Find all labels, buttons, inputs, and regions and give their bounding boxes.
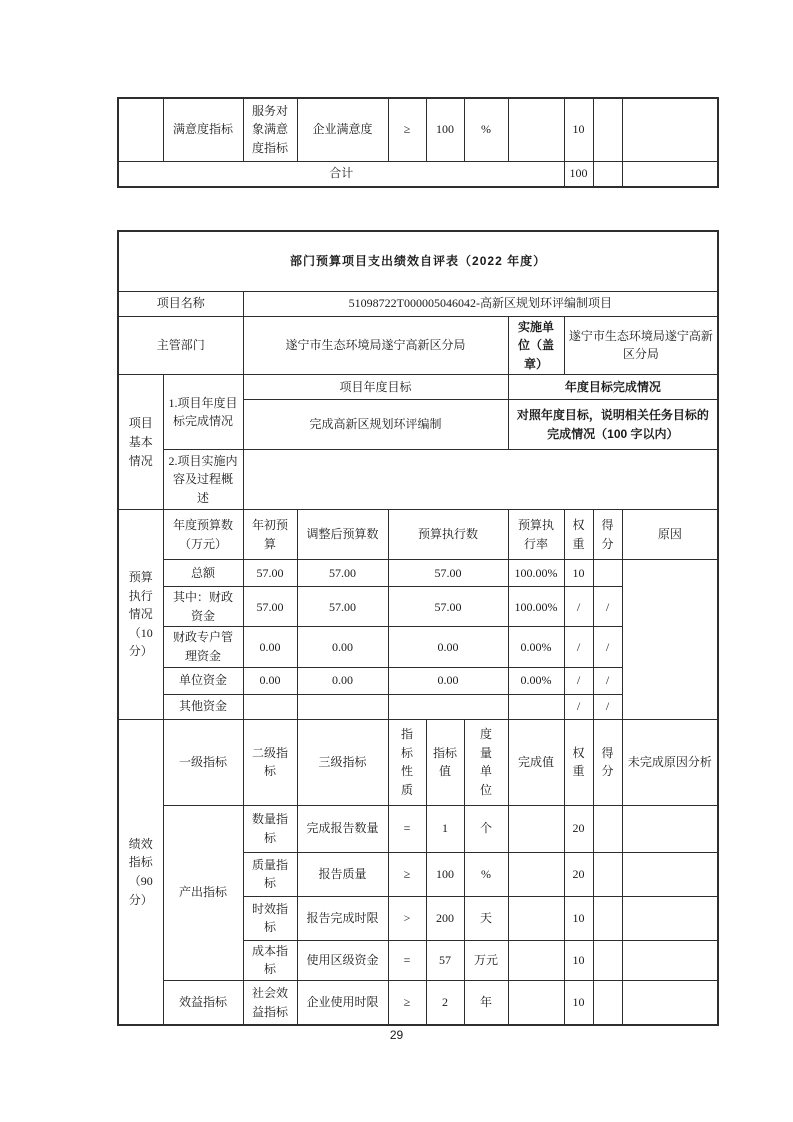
- perf-header-level2: 二级指标: [243, 719, 297, 805]
- perf-header-unit-text: 度量单位: [479, 726, 492, 797]
- budget-adjusted-cell: 0.00: [297, 667, 388, 694]
- budget-adjusted-cell: [297, 694, 388, 719]
- annual-goal-header: 项目年度目标: [243, 375, 508, 400]
- goal-completion-value: 对照年度目标，说明相关任务目标的完成情况（100 字以内）: [508, 400, 718, 450]
- reason-cell: [622, 98, 718, 161]
- budget-header-executed: 预算执行数: [388, 510, 508, 560]
- perf-level2-cell: 时效指标: [243, 896, 297, 940]
- budget-rate-cell: [508, 694, 564, 719]
- report-title: 部门预算项目支出绩效自评表（2022 年度）: [118, 231, 718, 291]
- budget-header-weight: 权重: [564, 510, 593, 560]
- perf-level3-cell: 使用区级资金: [297, 940, 388, 980]
- annual-goal-value: 完成高新区规划环评编制: [243, 400, 508, 450]
- perf-done-cell: [508, 896, 564, 940]
- perf-header-level3: 三级指标: [297, 719, 388, 805]
- perf-reason-cell: [622, 896, 718, 940]
- budget-initial-cell: 57.00: [243, 560, 297, 587]
- perf-score-cell: [593, 980, 622, 1025]
- perf-nature-cell: >: [388, 896, 426, 940]
- performance-section-label: [118, 719, 163, 1025]
- perf-level3-cell: 企业使用时限: [297, 980, 388, 1025]
- budget-score-cell: [593, 560, 622, 587]
- perf-header-weight: 权重: [564, 719, 593, 805]
- implementation-overview-value: [243, 450, 718, 510]
- perf-unit-cell: 天: [464, 896, 508, 940]
- perf-header-unit: [464, 719, 508, 805]
- perf-target-cell: 200: [426, 896, 464, 940]
- perf-level1-cell: 效益指标: [163, 980, 243, 1025]
- perf-done-cell: [508, 980, 564, 1025]
- perf-weight-cell: 10: [564, 896, 593, 940]
- perf-unit-cell: 个: [464, 805, 508, 852]
- perf-level3-cell: 报告质量: [297, 852, 388, 896]
- perf-row-quantity: [118, 805, 718, 852]
- indicator-unit-cell: %: [464, 98, 508, 161]
- budget-adjusted-cell: 57.00: [297, 587, 388, 627]
- project-name-value: 51098722T000005046042-高新区规划环评编制项目: [243, 291, 718, 316]
- budget-score-cell: /: [593, 587, 622, 627]
- budget-section-label-text: 预算执行情况（10 分）: [128, 569, 153, 659]
- goal-completion-item-label: 1.项目年度目标完成情况: [163, 375, 243, 450]
- budget-adjusted-cell: 57.00: [297, 560, 388, 587]
- indicator-nature-cell: ≥: [388, 98, 426, 161]
- budget-header-score: 得分: [593, 510, 622, 560]
- perf-level3-cell: 报告完成时限: [297, 896, 388, 940]
- perf-reason-cell: [622, 980, 718, 1025]
- section-label-cell: [118, 98, 163, 161]
- perf-header-score: 得分: [593, 719, 622, 805]
- perf-reason-cell: [622, 852, 718, 896]
- project-name-row: [118, 291, 718, 316]
- perf-nature-cell: =: [388, 940, 426, 980]
- perf-score-cell: [593, 852, 622, 896]
- perf-score-cell: [593, 940, 622, 980]
- budget-row-name: 其中：财政资金: [163, 587, 243, 627]
- budget-row-total: [118, 560, 718, 587]
- perf-header-done: 完成值: [508, 719, 564, 805]
- budget-score-cell: /: [593, 627, 622, 667]
- level2-indicator-cell: 服务对象满意度指标: [243, 98, 297, 161]
- budget-header-initial: 年初预算: [243, 510, 297, 560]
- budget-weight-cell: /: [564, 694, 593, 719]
- budget-executed-cell: 0.00: [388, 667, 508, 694]
- perf-nature-cell: =: [388, 805, 426, 852]
- perf-level1-cell: 产出指标: [163, 805, 243, 980]
- budget-header-reason: 原因: [622, 510, 718, 560]
- perf-header-nature-text: 指标性质: [400, 726, 413, 797]
- perf-weight-cell: 20: [564, 805, 593, 852]
- perf-nature-cell: ≥: [388, 980, 426, 1025]
- budget-rate-cell: 0.00%: [508, 627, 564, 667]
- perf-level3-cell: 完成报告数量: [297, 805, 388, 852]
- total-weight-cell: 100: [564, 161, 593, 187]
- budget-header-annual: 年度预算数（万元）: [163, 510, 243, 560]
- basic-info-section-label: [118, 375, 163, 510]
- budget-executed-cell: 57.00: [388, 560, 508, 587]
- budget-executed-cell: 57.00: [388, 587, 508, 627]
- perf-target-cell: 2: [426, 980, 464, 1025]
- perf-target-cell: 1: [426, 805, 464, 852]
- budget-weight-cell: /: [564, 587, 593, 627]
- indicator-target-cell: 100: [426, 98, 464, 161]
- budget-weight-cell: /: [564, 667, 593, 694]
- budget-initial-cell: [243, 694, 297, 719]
- annual-goal-header-row: [118, 375, 718, 400]
- implementer-label: 实施单位（盖章）: [508, 316, 564, 375]
- budget-row-name: 总额: [163, 560, 243, 587]
- perf-unit-cell: 万元: [464, 940, 508, 980]
- budget-header-rate: 预算执行率: [508, 510, 564, 560]
- weight-cell: 10: [564, 98, 593, 161]
- project-name-label: 项目名称: [118, 291, 243, 316]
- budget-initial-cell: 57.00: [243, 587, 297, 627]
- department-value: 遂宁市生态环境局遂宁高新区分局: [243, 316, 508, 375]
- budget-weight-cell: 10: [564, 560, 593, 587]
- budget-executed-cell: [388, 694, 508, 719]
- total-score-cell: [593, 161, 622, 187]
- perf-level2-cell: 成本指标: [243, 940, 297, 980]
- perf-weight-cell: 20: [564, 852, 593, 896]
- total-reason-cell: [622, 161, 718, 187]
- perf-target-cell: 57: [426, 940, 464, 980]
- department-row: [118, 316, 718, 375]
- perf-target-cell: 100: [426, 852, 464, 896]
- perf-score-cell: [593, 896, 622, 940]
- implementation-overview-row: [118, 450, 718, 510]
- perf-done-cell: [508, 805, 564, 852]
- budget-row-name: 单位资金: [163, 667, 243, 694]
- total-row: [118, 161, 718, 187]
- level1-indicator-cell: 满意度指标: [163, 98, 243, 161]
- perf-level2-cell: 质量指标: [243, 852, 297, 896]
- satisfaction-continuation-table: [117, 97, 719, 188]
- self-evaluation-table: [117, 230, 719, 1026]
- budget-header-adjusted: 调整后预算数: [297, 510, 388, 560]
- budget-header-row: [118, 510, 718, 560]
- perf-header-reason: 未完成原因分析: [622, 719, 718, 805]
- total-label-cell: 合计: [118, 161, 564, 187]
- budget-reason-cell: [622, 560, 718, 719]
- perf-header-nature: [388, 719, 426, 805]
- goal-completion-header: 年度目标完成情况: [508, 375, 718, 400]
- implementation-overview-label: 2.项目实施内容及过程概述: [163, 450, 243, 510]
- budget-initial-cell: 0.00: [243, 627, 297, 667]
- perf-weight-cell: 10: [564, 980, 593, 1025]
- perf-level2-cell: 数量指标: [243, 805, 297, 852]
- implementer-value: 遂宁市生态环境局遂宁高新区分局: [564, 316, 718, 375]
- page-number: 29: [389, 1028, 404, 1042]
- perf-header-level1: 一级指标: [163, 719, 243, 805]
- score-cell: [593, 98, 622, 161]
- budget-rate-cell: 0.00%: [508, 667, 564, 694]
- budget-rate-cell: 100.00%: [508, 560, 564, 587]
- perf-unit-cell: 年: [464, 980, 508, 1025]
- budget-section-label: [118, 510, 163, 719]
- perf-reason-cell: [622, 805, 718, 852]
- department-label: 主管部门: [118, 316, 243, 375]
- perf-unit-cell: %: [464, 852, 508, 896]
- perf-level2-cell: 社会效益指标: [243, 980, 297, 1025]
- budget-weight-cell: /: [564, 627, 593, 667]
- budget-row-name: 财政专户管理资金: [163, 627, 243, 667]
- perf-done-cell: [508, 852, 564, 896]
- perf-row-benefit: [118, 980, 718, 1025]
- performance-section-label-text: 绩效指标（90 分）: [128, 836, 153, 907]
- table-row: [118, 98, 718, 161]
- budget-rate-cell: 100.00%: [508, 587, 564, 627]
- budget-score-cell: /: [593, 667, 622, 694]
- budget-row-name: 其他资金: [163, 694, 243, 719]
- perf-score-cell: [593, 805, 622, 852]
- completed-value-cell: [508, 98, 564, 161]
- basic-info-section-label-text: 项目基本情况: [128, 416, 153, 468]
- title-row: [118, 231, 718, 291]
- level3-indicator-cell: 企业满意度: [297, 98, 388, 161]
- budget-executed-cell: 0.00: [388, 627, 508, 667]
- perf-reason-cell: [622, 940, 718, 980]
- budget-adjusted-cell: 0.00: [297, 627, 388, 667]
- budget-initial-cell: 0.00: [243, 667, 297, 694]
- performance-header-row: [118, 719, 718, 805]
- budget-score-cell: /: [593, 694, 622, 719]
- perf-done-cell: [508, 940, 564, 980]
- perf-nature-cell: ≥: [388, 852, 426, 896]
- perf-weight-cell: 10: [564, 940, 593, 980]
- perf-header-target: 指标值: [426, 719, 464, 805]
